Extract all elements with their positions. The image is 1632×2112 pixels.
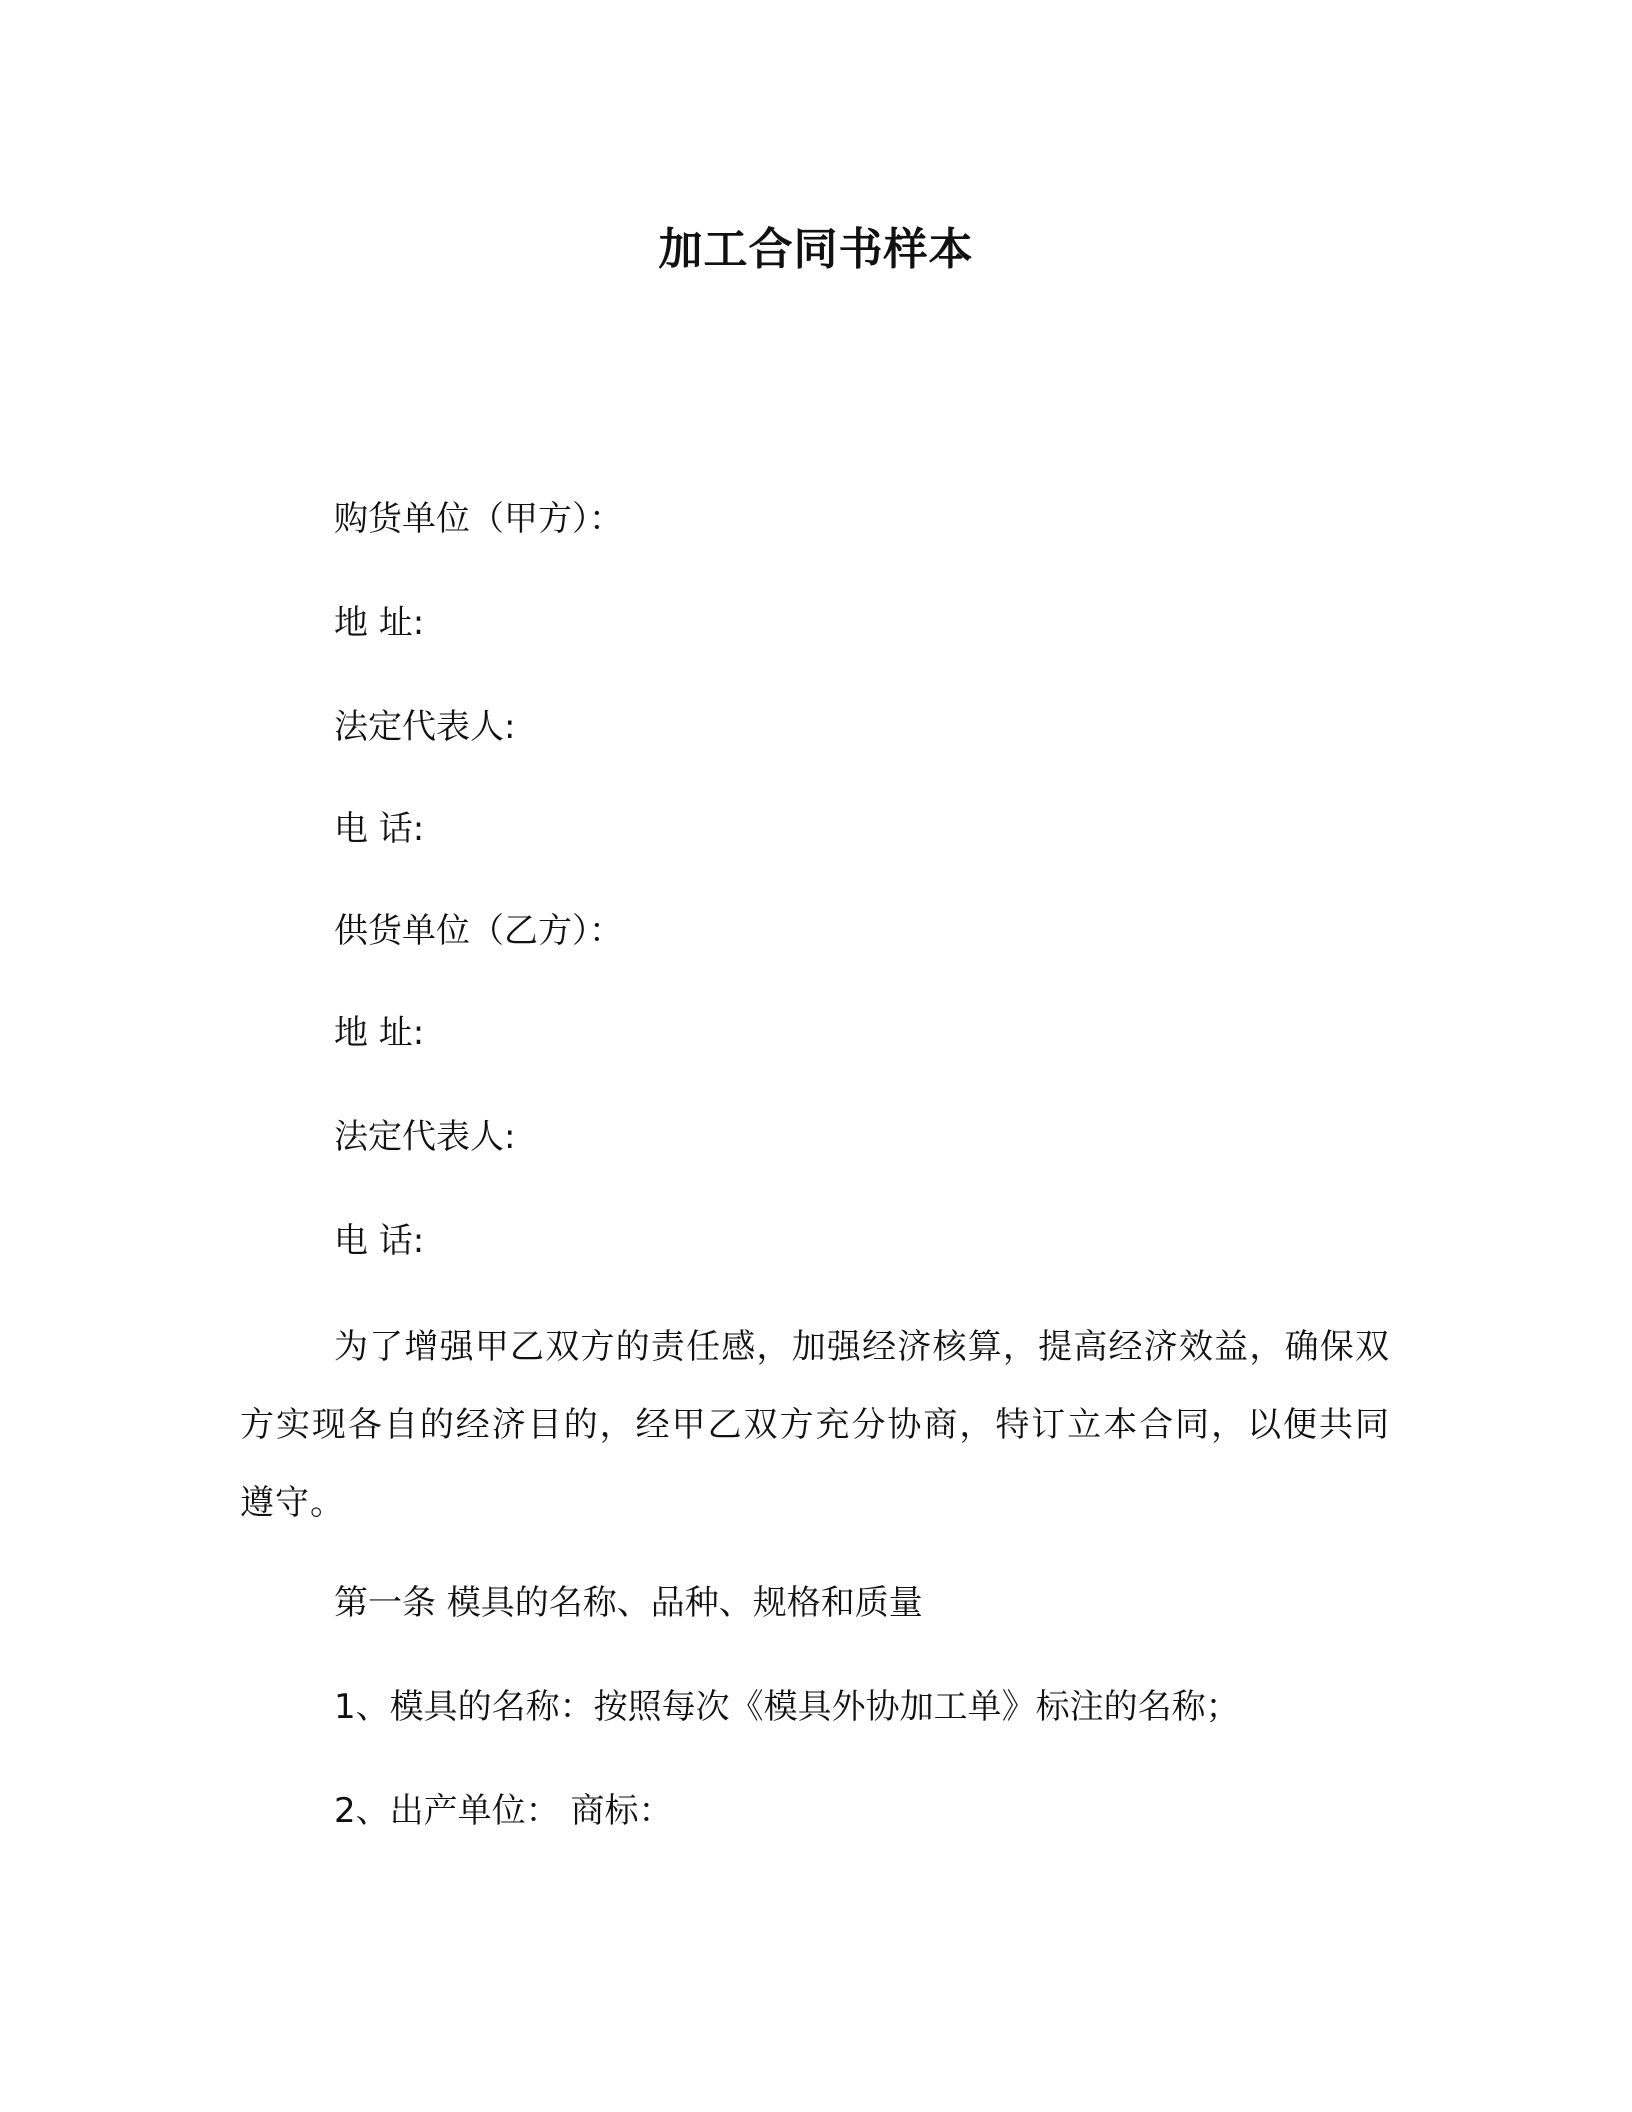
party-b-unit-label: 供货单位（乙方）： [334,911,623,951]
party-a-address-label: 地 址: [334,603,425,643]
party-a-legal-rep-label: 法定代表人: [334,707,516,747]
party-a-unit-label: 购货单位（甲方）： [334,499,623,539]
party-a-phone-label: 电 话: [334,809,425,849]
party-b-phone-label: 电 话: [334,1221,425,1261]
document-title: 加工合同书样本 [658,224,974,275]
party-b-address-label: 地 址: [334,1013,425,1053]
preamble-paragraph: 为了增强甲乙双方的责任感，加强经济核算，提高经济效益，确保双方实现各自的经济目的，经甲乙双方充分协商，特订立本合同，以便共同遵守。 [240,1327,1390,1523]
article-1-heading: 第一条 模具的名称、品种、规格和质量 [334,1583,923,1623]
article-1-item-1: 1、模具的名称：按照每次《模具外协加工单》标注的名称； [334,1687,1240,1727]
article-1-item-2: 2、出产单位： 商标： [334,1791,673,1831]
party-b-legal-rep-label: 法定代表人: [334,1117,516,1157]
